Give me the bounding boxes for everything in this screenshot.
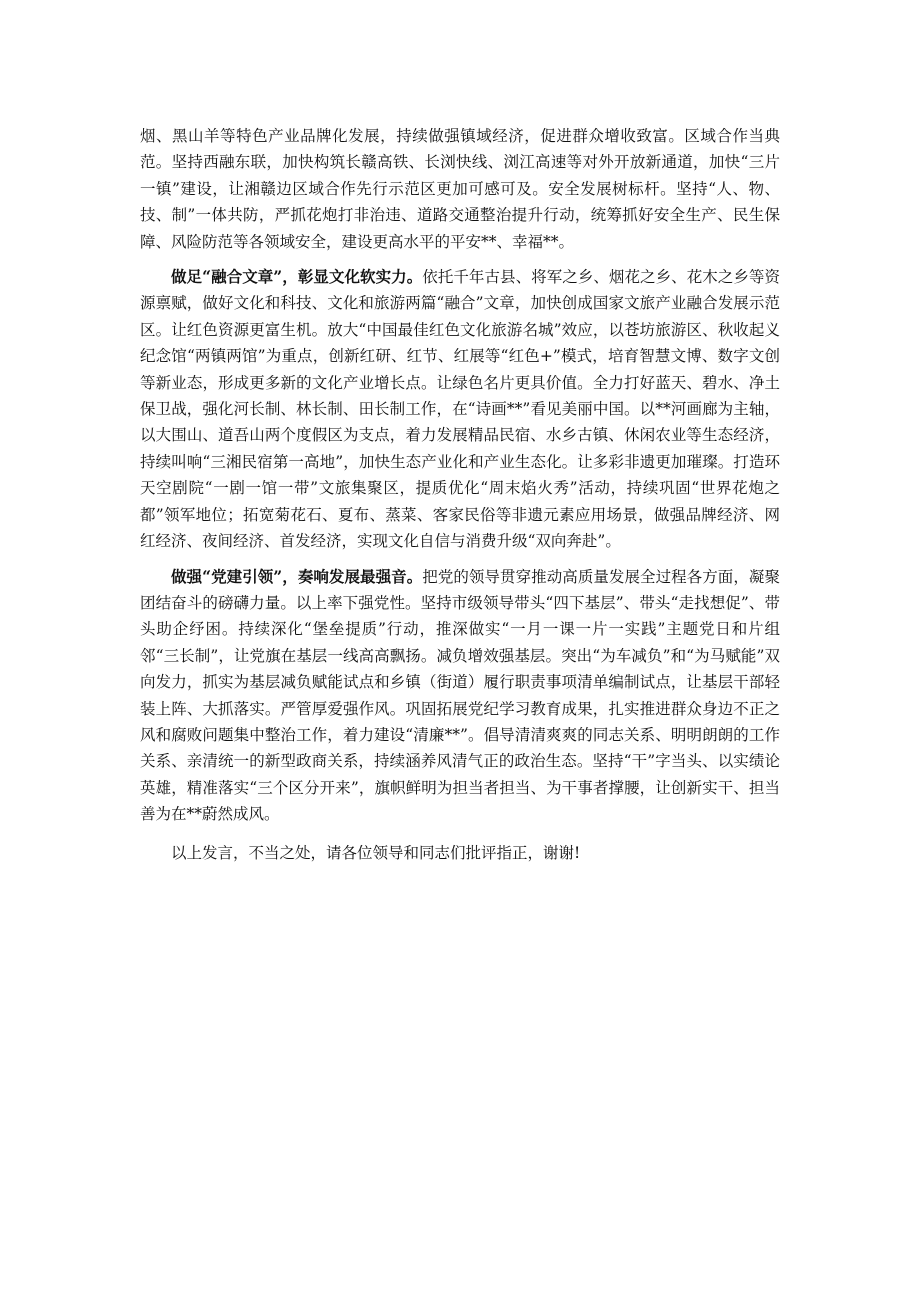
document-body bbox=[140, 123, 780, 875]
paragraph-party-building bbox=[140, 564, 780, 828]
paragraph-heading: 做强“党建引领”，奏响发展最强音。 bbox=[171, 566, 423, 586]
paragraph-culture bbox=[140, 264, 780, 554]
paragraph-closing bbox=[140, 840, 780, 866]
paragraph-text: 烟、黑山羊等特色产业品牌化发展，持续做强镇域经济，促进群众增收致富。区域合作当典范。坚持西融东联，加快构筑长赣高铁、长浏快线、浏江高速等对外开放新通道，加快“三片一镇”建设，让湘赣边区域合作先行示范区更加可感可及。安全发展树标杆。坚持“人、物、技、制”一体共防，严抓花炮打非治违、道路交通整治提升行动，统筹抓好安全生产、民生保障、风险防范等各领域安全，建设更高水平的平安**、幸福**。 bbox=[140, 127, 780, 251]
paragraph-text: 以上发言，不当之处，请各位领导和同志们批评指正，谢谢! bbox=[171, 843, 581, 862]
paragraph-text: 依托千年古县、将军之乡、烟花之乡、花木之乡等资源禀赋，做好文化和科技、文化和旅游两篇“融合”文章，加快创成国家文旅产业融合发展示范区。让红色资源更富生机。放大“中国最佳红色文化旅游名城”效应，以苍坊旅游区、秋收起义纪念馆“两镇两馆”为重点，创新红研、红节、红展等“红色+”模式，培育智慧文博、数字文创等新业态，形成更多新的文化产业增长点。让绿色名片更具价值。全力打好蓝天、碧水、净土保卫战，强化河长制、林长制、田长制工作，在“诗画**”看见美丽中国。以**河画廊为主轴，以大围山、道吾山两个度假区为支点，着力发展精品民宿、水乡古镇、休闲农业等生态经济，持续叫响“三湘民宿第一高地”，加快生态产业化和产业生态化。让多彩非遗更加璀璨。打造环天空剧院“一剧一馆一带”文旅集聚区，提质优化“周末焰火秀”活动，持续巩固“世界花炮之都”领军地位；拓宽菊花石、夏布、蒸菜、客家民俗等非遗元素应用场景，做强品牌经济、网红经济、夜间经济、首发经济，实现文化自信与消费升级“双向奔赴”。 bbox=[140, 268, 780, 551]
paragraph-heading: 做足“融合文章”，彰显文化软实力。 bbox=[171, 267, 423, 287]
paragraph-text: 把党的领导贯穿推动高质量发展全过程各方面，凝聚团结奋斗的磅礴力量。以上率下强党性。坚持市级领导带头“四下基层”、带头“走找想促”、带头助企纾困。持续深化“堡垒提质”行动，推深做实“一月一课一片一实践”主题党日和片组邻“三长制”，让党旗在基层一线高高飘扬。减负增效强基层。突出“为车减负”和“为马赋能”双向发力，抓实为基层减负赋能试点和乡镇（街道）履行职责事项清单编制试点，让基层干部轻装上阵、大抓落实。严管厚爱强作风。巩固拓展党纪学习教育成果，扎实推进群众身边不正之风和腐败问题集中整治工作，着力建设“清廉**”。倡导清清爽爽的同志关系、明明朗朗的工作关系、亲清统一的新型政商关系，持续涵养风清气正的政治生态。坚持“干”字当头、以实绩论英雄，精准落实“三个区分开来”，旗帜鲜明为担当者担当、为干事者撑腰，让创新实干、担当善为在**蔚然成风。 bbox=[140, 567, 780, 824]
paragraph-continuation bbox=[140, 123, 780, 255]
